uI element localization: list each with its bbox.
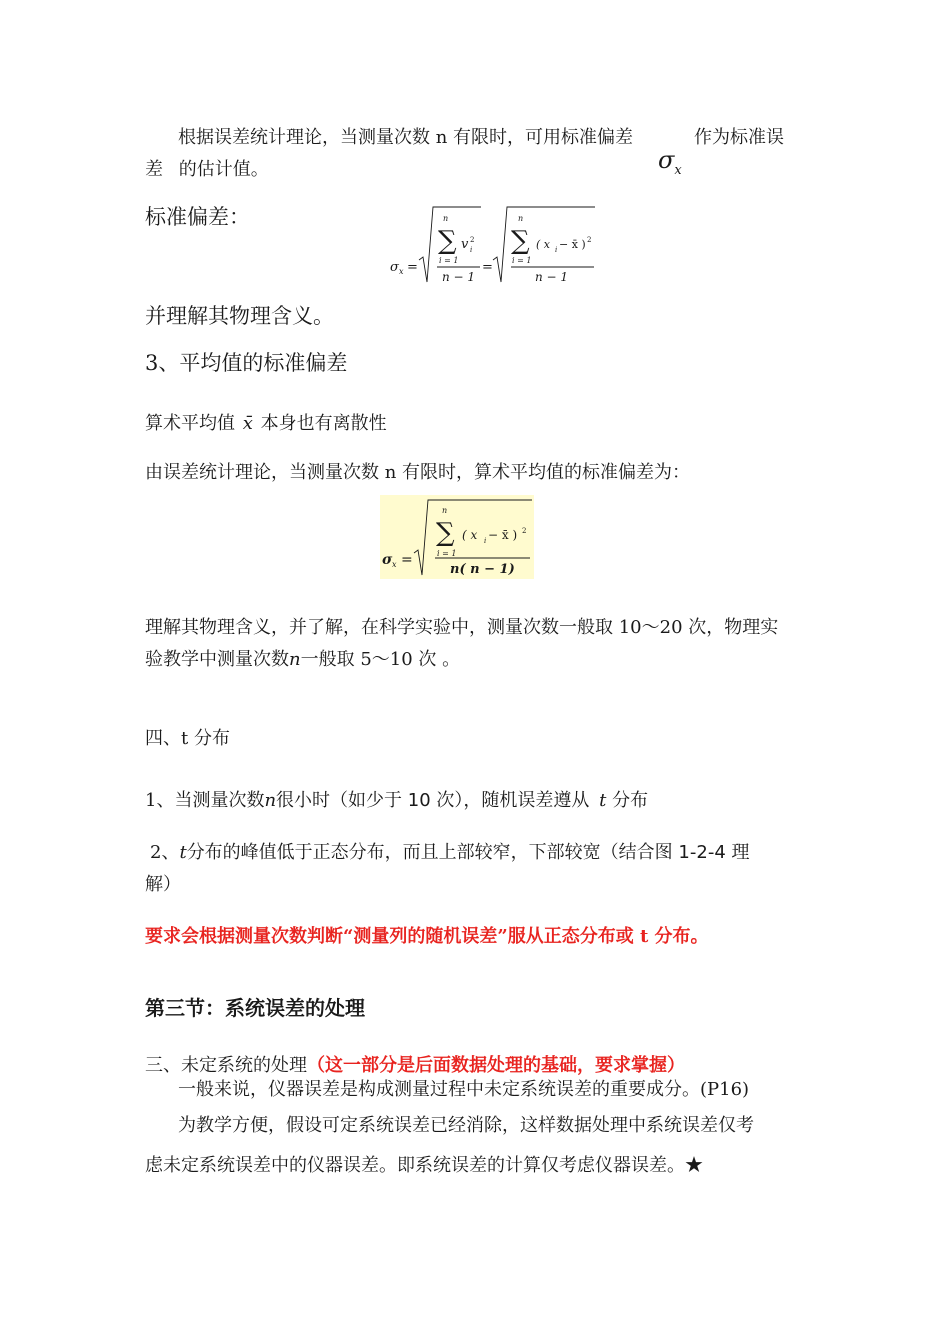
para1-line2 <box>145 154 269 186</box>
f2-sum-top: n <box>442 506 448 515</box>
sub3-text: 三、未定系统的处理 <box>145 1055 307 1076</box>
f2-lhs: σ <box>382 552 393 568</box>
sigma-char: σ <box>658 146 675 174</box>
sigma-sub: x <box>674 162 682 178</box>
item1-a: 1、当测量次数 <box>145 790 265 811</box>
f2-lhs-sub: x <box>392 560 397 569</box>
instrument-error-line: 一般来说，仪器误差是构成测量过程中未定系统误差的重要成分。(P16) <box>178 1079 750 1100</box>
std-deviation-formula <box>385 200 605 290</box>
requirement-note: 要求会根据测量次数判断“测量列的随机误差”服从正态分布或 t 分布。 <box>145 926 709 947</box>
understand-meaning-2-line1: 理解其物理含义，并了解，在科学实验中，测量次数一般取 10～20 次，物理实 <box>145 617 779 638</box>
teaching-line-2: 虑未定系统误差中的仪器误差。即系统误差的计算仅考虑仪器误差。★ <box>145 1155 703 1176</box>
f2-term-rest: − x̄ ) <box>488 528 518 542</box>
f1-sum1-symbol: ∑ <box>438 226 457 256</box>
f1-term2-sup: 2 <box>587 236 592 244</box>
f1-eq2: = <box>482 260 493 275</box>
f1-eq: = <box>407 260 418 275</box>
teaching-line-1: 为教学方便，假设可定系统误差已经消除，这样数据处理中系统误差仅考 <box>178 1115 754 1136</box>
section-title-systematic-error: 第三节：系统误差的处理 <box>145 996 365 1020</box>
item1-t: t <box>599 790 607 811</box>
f1-sum2-top: n <box>518 214 524 223</box>
item2-fig: 1-2-4 <box>678 842 726 863</box>
f1-den1: n − 1 <box>442 270 476 284</box>
item1-b: 很小时（如少于 <box>276 790 403 811</box>
mean-line-b: 本身也有离散性 <box>260 413 387 434</box>
f2-den: n( n − 1) <box>450 562 515 577</box>
f1-den2: n − 1 <box>535 270 569 284</box>
item1-d: 分布 <box>612 790 649 811</box>
sub3-red-note: （这一部分是后面数据处理的基础，要求掌握） <box>307 1055 685 1076</box>
f1-sum1-bottom: i = 1 <box>439 256 459 265</box>
f2-sum-bottom: i = 1 <box>437 549 457 558</box>
understand2-b: 一般取 5～10 次 。 <box>300 649 461 670</box>
mean-dispersion-line <box>145 408 387 440</box>
para1-line1-text-a: 根据误差统计理论，当测量次数 n 有限时，可用标准偏差 <box>178 127 634 148</box>
sigma-x-symbol <box>658 146 682 178</box>
f1-term1-sup: 2 <box>470 236 475 244</box>
para1-line2-text-b: 的估计值。 <box>178 159 269 180</box>
understand-meaning-2-line2 <box>145 644 460 676</box>
f1-sum2-symbol: ∑ <box>511 226 530 256</box>
item1-ten: 10 <box>407 790 431 811</box>
understand2-a: 验教学中测量次数 <box>145 649 289 670</box>
item2-b: 分布的峰值低于正态分布，而且上部较窄，下部较宽（结合图 <box>186 842 673 863</box>
item1-n: n <box>264 790 277 811</box>
mean-std-formula <box>380 495 534 579</box>
f2-eq: = <box>401 552 413 568</box>
f1-term2: ( x <box>536 238 550 251</box>
para1-line2-text-a: 差 <box>145 159 163 180</box>
para1-line1-text-b: 作为标准误 <box>694 127 784 148</box>
f1-term2-sub: i <box>555 246 558 254</box>
f1-sum1-top: n <box>443 214 449 223</box>
item2-c: 理 <box>731 842 750 863</box>
t-dist-item-2-line2: 解） <box>145 874 181 895</box>
para1-line1 <box>178 122 633 154</box>
f2-term-sup: 2 <box>522 527 527 535</box>
f1-sum2-bottom: i = 1 <box>512 256 532 265</box>
f1-lhs-sub: x <box>399 267 404 276</box>
understand2-n: n <box>289 649 301 670</box>
t-dist-item-2-line1 <box>150 837 750 869</box>
item1-c: 次），随机误差遵从 <box>436 790 590 811</box>
f1-term2-rest: − x̄ ) <box>559 238 586 251</box>
f2-term-sub: i <box>484 537 487 545</box>
section-t-distribution: 四、t 分布 <box>145 728 230 749</box>
f2-term: ( x <box>462 528 478 542</box>
heading-mean-std <box>145 347 347 377</box>
std-deviation-label: 标准偏差： <box>145 205 250 229</box>
understand-meaning-1: 并理解其物理含义。 <box>145 304 334 328</box>
theory-line: 由误差统计理论，当测量次数 n 有限时，算术平均值的标准偏差为： <box>145 462 691 483</box>
f2-sum-symbol: ∑ <box>436 518 455 548</box>
f1-term1-sub: i <box>470 246 473 254</box>
para1-line1-end <box>694 122 784 154</box>
item2-a: 2、 <box>150 842 180 863</box>
f1-term1: v <box>461 237 469 252</box>
t-dist-item-1 <box>145 785 648 817</box>
f1-lhs: σ <box>390 260 399 275</box>
heading-mean-std-text: 3、平均值的标准偏差 <box>145 351 348 375</box>
mean-line-a: 算术平均值 <box>145 413 235 434</box>
item2-t: t <box>179 842 187 863</box>
x-bar-symbol: x̄ <box>242 413 253 434</box>
